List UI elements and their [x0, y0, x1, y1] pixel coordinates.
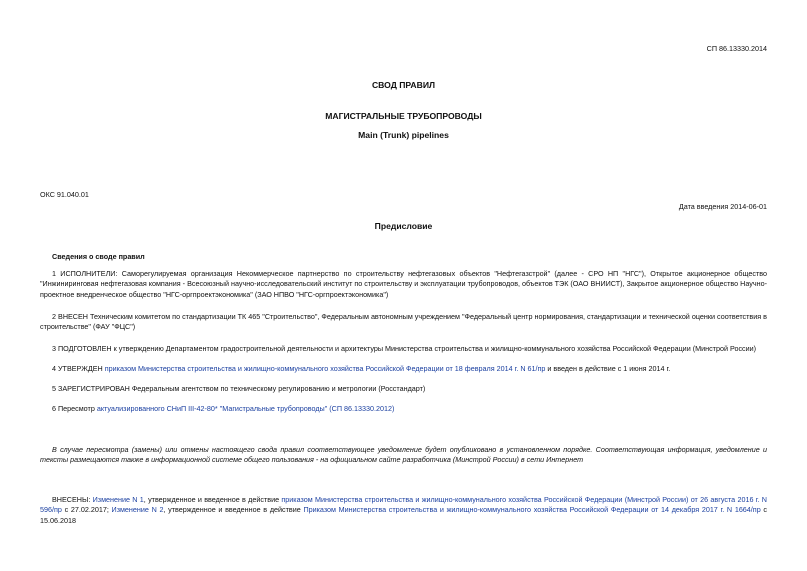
preface-subheading: Сведения о своде правил: [52, 252, 145, 261]
change-1-link[interactable]: Изменение N 1: [92, 495, 144, 504]
changes-paragraph: [40, 495, 767, 526]
paragraph-6: [40, 404, 767, 414]
changes-mid-3: , утвержденное и введенное в действие: [163, 505, 304, 515]
paragraph-1: [40, 269, 767, 300]
preface-heading: Предисловие: [374, 221, 433, 231]
notice-text: В случае пересмотра (замены) или отмены настоящего свода правил соответствующее уведомление будет опубликовано в установленном порядке. Соответствующая информация, уведомление и тексты размещаются также в информационной системе общего пользования - на официальном сайте разработчика (Минстрой России) в сети Интернет: [40, 445, 767, 465]
order-1-link[interactable]: приказом Министерства строительства и жилищно-коммунального хозяйства Российской Федерации (Минстрой России) от 26 августа 2016 г. N 596/пр: [40, 495, 767, 515]
changes-lead: ВНЕСЕНЫ:: [52, 495, 93, 504]
paragraph-5: [40, 384, 767, 394]
change-2-link[interactable]: Изменение N 2: [111, 505, 164, 515]
title-main: СВОД ПРАВИЛ: [371, 80, 436, 90]
title-name: МАГИСТРАЛЬНЫЕ ТРУБОПРОВОДЫ: [325, 111, 482, 121]
intro-date: Дата введения 2014-06-01: [678, 202, 767, 211]
changes-mid-2: с 27.02.2017;: [61, 505, 112, 515]
oks-code: ОКС 91.040.01: [40, 190, 89, 199]
paragraph-2: [40, 312, 767, 333]
notice-paragraph: [40, 445, 767, 466]
paragraph-1-text: 1 ИСПОЛНИТЕЛИ: Саморегулируемая организация Некоммерческое партнерство по строительству нефтегазовых объектов "Нефтегазстрой" (далее - СРО НП "НГС"), Открытое акционерное общество "Инжиниринговая нефтегазовая компания - Всесоюзный научно-исследовательский институт по строительству и эксплуатации трубопроводов, объектов ТЭК (ОАО ВНИИСТ), Закрытое акционерное общество Научно-проектное внедренческое общество "НГС-оргпроектэкономика" (ЗАО НПВО "НГС-оргпроектэкономика"): [40, 269, 767, 299]
paragraph-3: [40, 344, 767, 354]
paragraph-2-text: 2 ВНЕСЕН Техническим комитетом по стандартизации ТК 465 "Строительство", Федеральным автономным учреждением "Федеральный центр нормирования, стандартизации и технической оценки соответствия в строительстве" (ФАУ "ФЦС"): [40, 312, 767, 332]
changes-tail: с 15.06.2018: [40, 505, 767, 525]
order-2-link[interactable]: Приказом Министерства строительства и жилищно-коммунального хозяйства Российской Федерации от 14 декабря 2017 г. N 1664/пр: [303, 505, 761, 515]
approval-order-link[interactable]: приказом Министерства строительства и жилищно-коммунального хозяйства Российской Федерации от 18 февраля 2014 г. N 61/пр: [104, 364, 546, 373]
paragraph-4: [40, 364, 767, 374]
document-code: СП 86.13330.2014: [706, 44, 767, 53]
paragraph-4-prefix: 4 УТВЕРЖДЕН: [52, 364, 105, 373]
title-english: Main (Trunk) pipelines: [358, 130, 449, 140]
paragraph-6-prefix: 6 Пересмотр: [52, 404, 97, 413]
paragraph-5-text: 5 ЗАРЕГИСТРИРОВАН Федеральным агентством по техническому регулированию и метрологии (Росстандарт): [52, 384, 426, 393]
paragraph-3-text: 3 ПОДГОТОВЛЕН к утверждению Департаментом градостроительной деятельности и архитектуры Министерства строительства и жилищно-коммунального хозяйства Российской Федерации (Минстрой России): [52, 344, 757, 353]
changes-mid-1: , утвержденное и введенное в действие: [143, 495, 282, 504]
revision-link[interactable]: актуализированного СНиП III-42-80* "Магистральные трубопроводы" (СП 86.13330.2012): [96, 404, 395, 413]
paragraph-4-suffix: и введен в действие с 1 июня 2014 г.: [545, 364, 671, 373]
